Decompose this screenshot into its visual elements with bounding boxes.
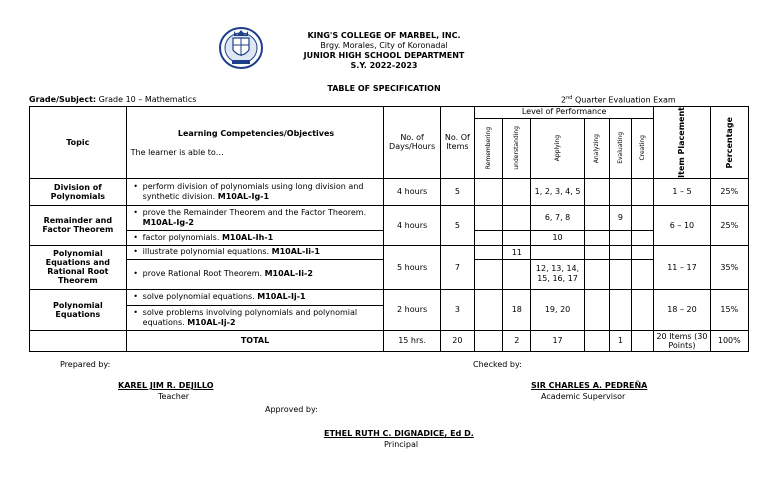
competency-cell: • prove Rational Root Theorem. M10AL-Ii-2: [126, 259, 384, 289]
department: JUNIOR HIGH SCHOOL DEPARTMENT: [303, 51, 465, 60]
supervisor-name: SIR CHARLES A. PEDREÑA: [531, 381, 648, 390]
placement-cell: 1 – 5: [654, 178, 710, 205]
placement-cell: 11 – 17: [654, 245, 710, 289]
table-row: Polynomial Equations and Rational Root Theorem • illustrate polynomial equations. M10AL-Ii-1 5 hours 7 11 11 – 17 35%: [30, 245, 749, 259]
placement-cell: 18 – 20: [654, 289, 710, 330]
items-cell: 5: [440, 205, 474, 245]
total-percentage: 100%: [710, 330, 748, 351]
remembering-header: Remembering: [475, 118, 503, 178]
table-row: • prove Rational Root Theorem. M10AL-Ii-2 12, 13, 14, 15, 16, 17: [30, 259, 749, 289]
percentage-cell: 15%: [710, 289, 748, 330]
analyzing-header: Analyzing: [584, 118, 609, 178]
items-cell: 7: [440, 245, 474, 289]
grade-subject-label: Grade/Subject:: [29, 95, 97, 104]
level-header: Level of Performance: [475, 107, 654, 119]
total-placement: 20 Items (30 Points): [654, 330, 710, 351]
total-days: 15 hrs.: [384, 330, 440, 351]
percentage-cell: 25%: [710, 205, 748, 245]
principal-name: ETHEL RUTH C. DIGNADICE, Ed D.: [324, 429, 474, 438]
table-row: Polynomial Equations • solve polynomial equations. M10AL-Ij-1 2 hours 3 18 19, 20 18 – 20 15%: [30, 289, 749, 305]
applying-header: Applying: [531, 118, 584, 178]
days-cell: 4 hours: [384, 205, 440, 245]
placement-header: Item Placement: [654, 107, 710, 179]
school-name: KING'S COLLEGE OF MARBEL, INC.: [307, 31, 461, 40]
days-cell: 2 hours: [384, 289, 440, 330]
checked-by-label: Checked by:: [473, 360, 522, 369]
competencies-header: Learning Competencies/Objectives The learner is able to…: [126, 107, 384, 179]
creating-header: Creating: [632, 118, 654, 178]
specification-table: [29, 106, 749, 352]
topic-header: Topic: [30, 107, 127, 179]
topic-cell: Division of Polynomials: [30, 178, 127, 205]
competency-cell: • factor polynomials. M10AL-Ih-1: [126, 230, 384, 245]
school-address: Brgy. Morales, City of Koronadal: [320, 41, 448, 50]
understanding-header: understanding: [503, 118, 531, 178]
placement-cell: 6 – 10: [654, 205, 710, 245]
document-title: TABLE OF SPECIFICATION: [327, 84, 441, 93]
competency-cell: • solve problems involving polynomials and polynomial equations. M10AL-Ij-2: [126, 305, 384, 330]
days-cell: 5 hours: [384, 245, 440, 289]
table-row: • factor polynomials. M10AL-Ih-1 10: [30, 230, 749, 245]
total-items: 20: [440, 330, 474, 351]
percentage-header: Percentage: [710, 107, 748, 179]
exam-name: 2nd Quarter Evaluation Exam: [561, 95, 676, 105]
evaluating-header: Evaluating: [609, 118, 631, 178]
percentage-cell: 35%: [710, 245, 748, 289]
days-header: No. of Days/Hours: [384, 107, 440, 179]
grade-subject-value: Grade 10 – Mathematics: [98, 95, 197, 104]
principal-role: Principal: [384, 440, 419, 449]
percentage-cell: 25%: [710, 178, 748, 205]
topic-cell: Polynomial Equations and Rational Root Theorem: [30, 245, 127, 289]
items-cell: 3: [440, 289, 474, 330]
competency-cell: • illustrate polynomial equations. M10AL-Ii-1: [126, 245, 384, 259]
supervisor-role: Academic Supervisor: [541, 392, 626, 401]
competency-cell: • prove the Remainder Theorem and the Factor Theorem. M10AL-Ig-2: [126, 205, 384, 230]
total-label: TOTAL: [126, 330, 384, 351]
grade-subject: [29, 95, 196, 104]
approved-by-label: Approved by:: [265, 405, 318, 414]
teacher-role: Teacher: [158, 392, 190, 401]
prepared-by-label: Prepared by:: [60, 360, 111, 369]
items-cell: 5: [440, 178, 474, 205]
total-row: TOTAL 15 hrs. 20 2 17 1 20 Items (30 Points) 100%: [30, 330, 749, 351]
teacher-name: KAREL JIM R. DEJILLO: [118, 381, 214, 390]
table-row: Division of Polynomials • perform division of polynomials using long division and synthetic division. M10AL-Ig-1 4 hours 5 1, 2, 3, 4, 5 1 – 5 25%: [30, 178, 749, 205]
topic-cell: Remainder and Factor Theorem: [30, 205, 127, 245]
table-row: Remainder and Factor Theorem • prove the Remainder Theorem and the Factor Theorem. M10AL-Ig-2 4 hours 5 6, 7, 8 9 6 – 10 25%: [30, 205, 749, 230]
days-cell: 4 hours: [384, 178, 440, 205]
competency-cell: • perform division of polynomials using long division and synthetic division. M10AL-Ig-1: [126, 178, 384, 205]
school-year: S.Y. 2022-2023: [350, 61, 418, 70]
competency-cell: • solve polynomial equations. M10AL-Ij-1: [126, 289, 384, 305]
items-header: No. Of Items: [440, 107, 474, 179]
topic-cell: Polynomial Equations: [30, 289, 127, 330]
